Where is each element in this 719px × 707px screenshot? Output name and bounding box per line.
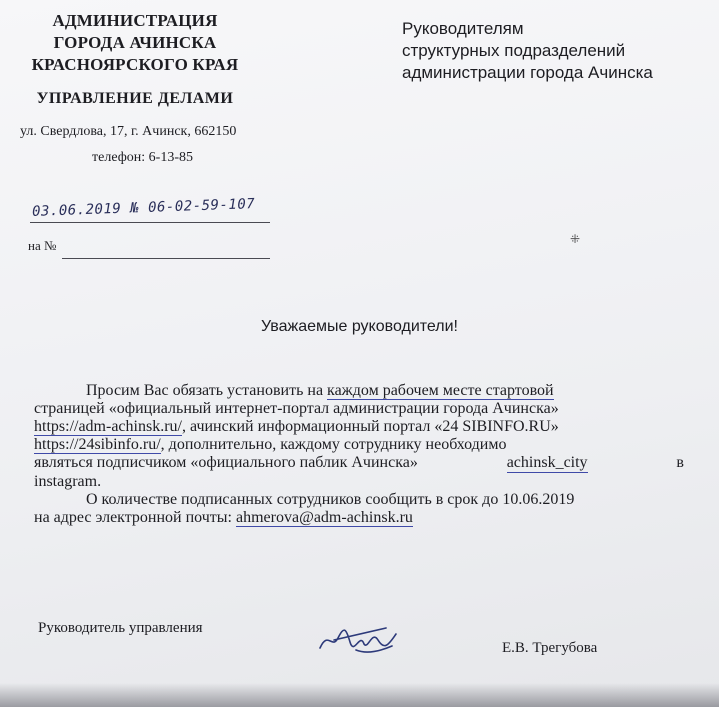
body-line-1: Просим Вас обязать установить на каждом рабочем месте стартовой: [86, 382, 554, 399]
crosshair-mark-icon: ⁜: [570, 232, 581, 246]
sibinfo-link[interactable]: https://24sibinfo.ru/: [34, 436, 161, 453]
body-line-5: являться подписчиком «официального паблик Ачинска» achinsk_city в: [34, 454, 684, 471]
department-name: УПРАВЛЕНИЕ ДЕЛАМИ: [36, 90, 234, 107]
body-line-8: на адрес электронной почты: ahmerova@adm-achinsk.ru: [34, 509, 413, 526]
letter-body: [34, 382, 684, 527]
sender-block: [20, 10, 250, 108]
addressee-block: [402, 18, 653, 84]
body-line-4: https://24sibinfo.ru/, дополнительно, каждому сотруднику необходимо: [34, 436, 507, 453]
greeting: Уважаемые руководители!: [261, 318, 458, 335]
reference-label: на №: [28, 238, 57, 253]
org-line-2: ГОРОДА АЧИНСКА: [53, 33, 217, 52]
sender-phone: телефон: 6-13-85: [92, 150, 193, 165]
signer-position: Руководитель управления: [38, 620, 203, 636]
email-link[interactable]: ahmerova@adm-achinsk.ru: [236, 509, 413, 526]
org-line-1: АДМИНИСТРАЦИЯ: [52, 11, 218, 30]
body-line-3: https://adm-achinsk.ru/, ачинский информационный портал «24 SIBINFO.RU»: [34, 418, 559, 435]
reference-line: [62, 258, 270, 259]
portal-link[interactable]: https://adm-achinsk.ru/: [34, 418, 182, 435]
addressee-line-2: структурных подразделений: [402, 41, 626, 60]
underlined-phrase: каждом рабочем месте стартовой: [327, 382, 554, 399]
body-line-6: instagram.: [34, 473, 102, 490]
addressee-line-3: администрации города Ачинска: [402, 63, 653, 82]
org-line-3: КРАСНОЯРСКОГО КРАЯ: [31, 55, 239, 74]
date-underline: [30, 222, 270, 223]
body-line-7: О количестве подписанных сотрудников сообщить в срок до 10.06.2019: [86, 491, 575, 508]
signer-name: Е.В. Трегубова: [502, 640, 598, 656]
handwritten-date-number: 03.06.2019 № 06-02-59-107: [31, 196, 256, 220]
sender-address: ул. Свердлова, 17, г. Ачинск, 662150: [20, 124, 237, 139]
body-line-2: страницей «официальный интернет-портал администрации города Ачинска»: [34, 400, 559, 417]
handwritten-signature: [316, 620, 406, 665]
photo-shadow: [0, 683, 719, 707]
instagram-account[interactable]: achinsk_city: [506, 454, 588, 471]
addressee-line-1: Руководителям: [402, 19, 524, 38]
